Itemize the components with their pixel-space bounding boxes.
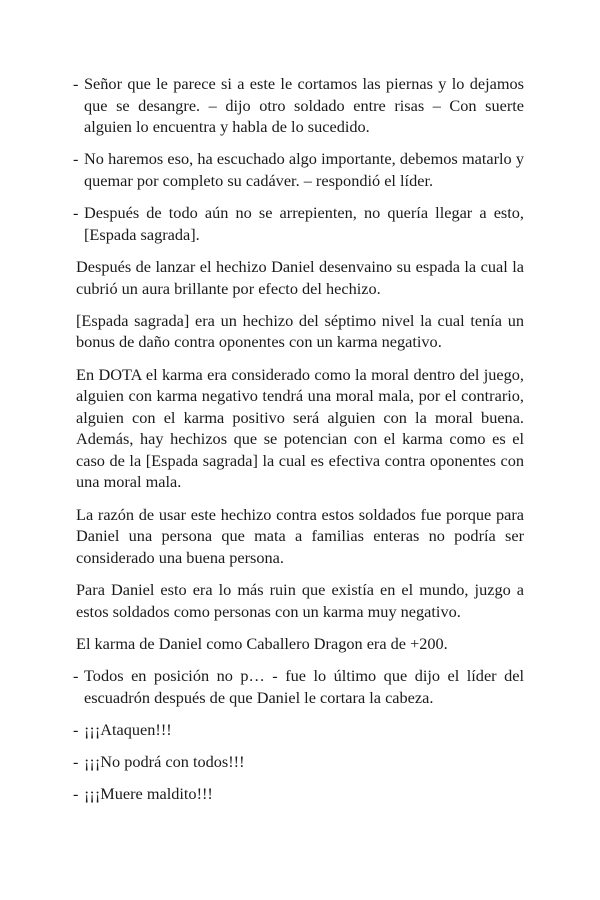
dialog-text: ¡¡¡No podrá con todos!!! (84, 751, 245, 771)
narrative-paragraph: La razón de usar este hechizo contra estos soldados fue porque para Daniel una persona que mata a familias enteras no podría ser considerado una buena persona. (76, 504, 524, 567)
page-text (73, 73, 524, 815)
dialog-dash: - (73, 719, 79, 739)
dialog-line (73, 202, 524, 245)
dialog-dash: - (73, 751, 79, 771)
dialog-line (73, 751, 524, 773)
dialog-line (73, 783, 524, 805)
dialog-line (73, 719, 524, 741)
dialog-text: Señor que le parece si a este le cortamos las piernas y lo dejamos que se desangre. – dijo otro soldado entre risas – Con suerte alguien lo encuentra y habla de lo sucedido. (84, 74, 524, 137)
dialog-text: No haremos eso, ha escuchado algo importante, debemos matarlo y quemar por completo su cadáver. – respondió el líder. (84, 149, 524, 190)
dialog-text: ¡¡¡Ataquen!!! (84, 719, 172, 739)
dialog-text: ¡¡¡Muere maldito!!! (84, 784, 213, 804)
dialog-line (73, 73, 524, 138)
narrative-paragraph: El karma de Daniel como Caballero Dragon era de +200. (76, 633, 448, 653)
dialog-line (73, 665, 524, 708)
narrative-paragraph: En DOTA el karma era considerado como la moral dentro del juego, alguien con karma negativo tendrá una moral mala, por el contrario, alguien con el karma positivo será alguien con la moral buena. Además, hay hechizos que se potencian con el karma como es el caso de la [Espada sagrada] la cual es efectiva contra oponentes con una moral mala. (76, 364, 524, 492)
dialog-dash: - (73, 203, 79, 223)
dialog-text: Después de todo aún no se arrepienten, no quería llegar a esto, [Espada sagrada]. (84, 203, 524, 244)
dialog-dash: - (73, 74, 79, 93)
dialog-dash: - (73, 784, 79, 804)
dialog-line (73, 148, 524, 191)
dialog-dash: - (73, 666, 79, 685)
narrative-paragraph: Después de lanzar el hechizo Daniel desenvaino su espada la cual la cubrió un aura brillante por efecto del hechizo. (76, 256, 524, 298)
narrative-paragraph: Para Daniel esto era lo más ruin que existía en el mundo, juzgo a estos soldados como personas con un karma muy negativo. (76, 580, 524, 621)
dialog-dash: - (73, 149, 79, 169)
dialog-text: Todos en posición no p… - fue lo último que dijo el líder del escuadrón después de que Daniel le cortara la cabeza. (84, 666, 524, 707)
narrative-paragraph: [Espada sagrada] era un hechizo del séptimo nivel la cual tenía un bonus de daño contra oponentes con un karma negativo. (76, 310, 524, 352)
